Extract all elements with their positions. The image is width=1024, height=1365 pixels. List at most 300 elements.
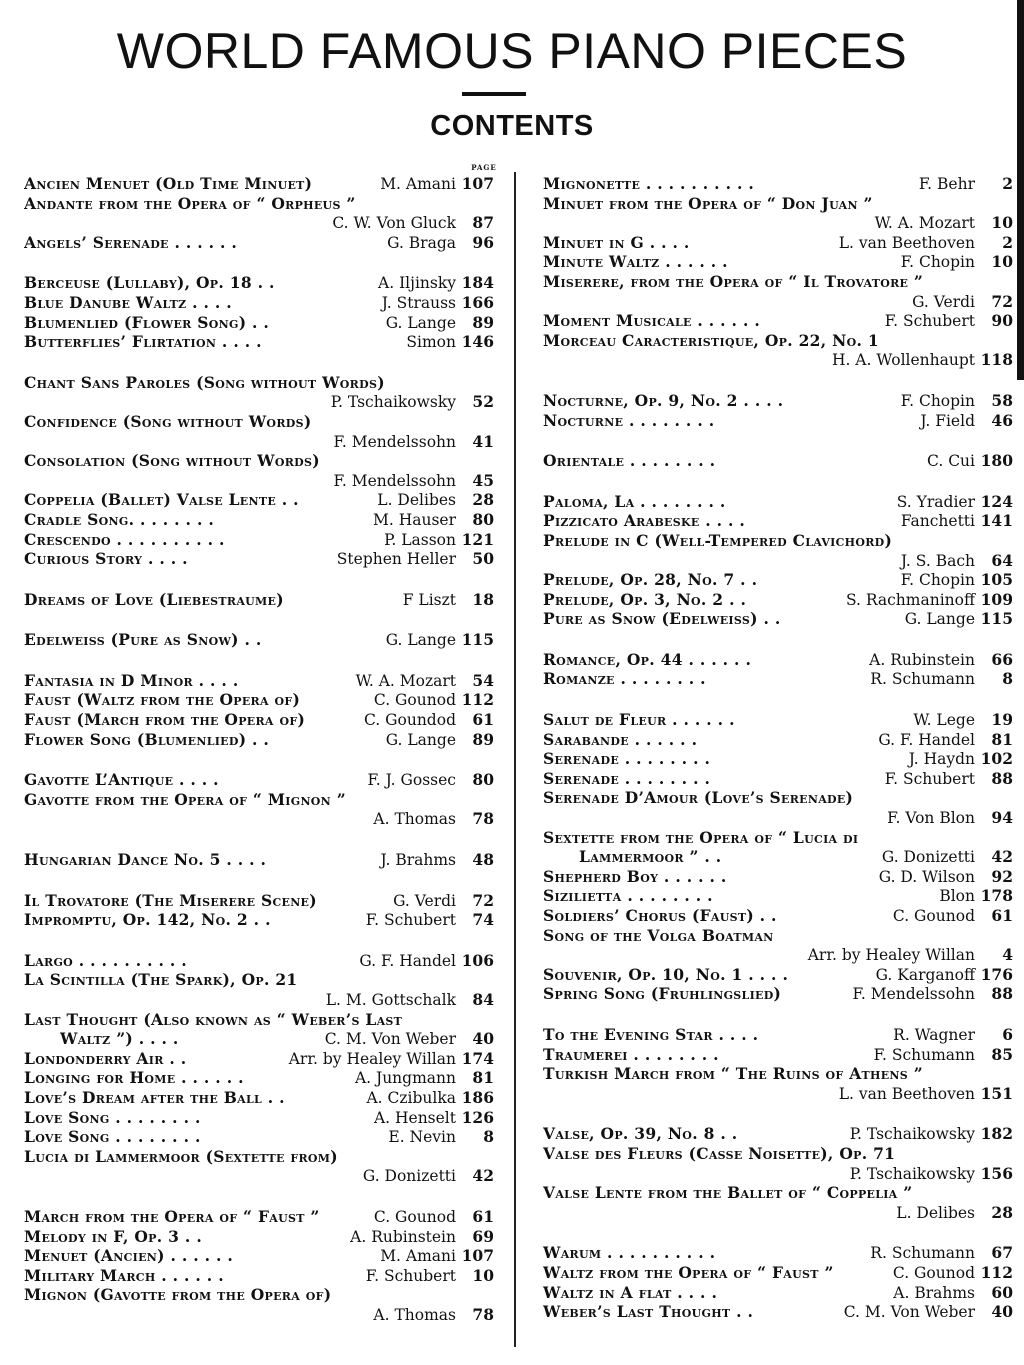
entry-composer: L. Delibes — [377, 491, 456, 510]
contents-entry — [543, 252, 1013, 272]
entry-title: Londonderry Air . . — [24, 1048, 187, 1068]
entry-page: 8 — [483, 1127, 494, 1147]
entry-composer: Blon — [939, 887, 975, 906]
contents-entry — [543, 1283, 1013, 1303]
entry-composer: W. A. Mozart — [355, 671, 456, 690]
page-title: WORLD FAMOUS PIANO PIECES — [116, 23, 908, 79]
entry-title: Longing for Home . . . . . . — [24, 1068, 244, 1088]
contents-entry — [543, 886, 1013, 906]
contents-column-right — [543, 174, 1013, 1322]
entry-composer: C. M. Von Weber — [324, 1030, 456, 1049]
entry-page: 174 — [461, 1048, 494, 1068]
contents-entry — [543, 311, 1013, 331]
entry-title: Sextette from the Opera of “ Lucia di — [543, 827, 859, 847]
contents-entry — [24, 970, 494, 1009]
contents-entry — [24, 910, 494, 930]
entry-title: Prelude in C (Well-Tempered Clavichord) — [543, 530, 893, 550]
entry-composer: Arr. by Healey Willan — [807, 946, 975, 965]
entry-title: Spring Song (Fruhlingslied) — [543, 984, 782, 1004]
entry-title: Military March . . . . . . — [24, 1265, 224, 1285]
contents-entry — [24, 293, 494, 313]
contents-entry — [543, 926, 1013, 965]
entry-page: 156 — [980, 1163, 1013, 1183]
contents-heading: CONTENTS — [430, 110, 594, 142]
contents-entry — [543, 531, 1013, 570]
entry-title: Chant Sans Paroles (Song without Words) — [24, 372, 385, 392]
entry-title-continued: Lammermoor ” . . — [579, 847, 722, 867]
entry-title: Faust (March from the Opera of) — [24, 710, 306, 730]
contents-entry — [543, 1124, 1013, 1144]
entry-title: Faust (Waltz from the Opera of) — [24, 690, 301, 710]
contents-entry — [543, 867, 1013, 887]
contents-entry — [24, 671, 494, 691]
entry-composer: Stephen Heller — [336, 550, 456, 569]
entry-page: 58 — [991, 390, 1013, 410]
entry-composer: Simon — [406, 333, 456, 352]
contents-entry — [24, 1246, 494, 1266]
entry-composer: A. Iljinsky — [378, 274, 456, 293]
entry-title: Butterflies’ Flirtation . . . . — [24, 332, 262, 352]
entry-title: Pizzicato Arabeske . . . . — [543, 511, 746, 531]
entry-composer: G. Verdi — [393, 891, 456, 910]
entry-page: 8 — [1002, 669, 1013, 689]
contents-entry — [24, 630, 494, 650]
entry-page: 107 — [461, 1246, 494, 1266]
section-gap — [24, 609, 494, 630]
entry-composer: W. A. Mozart — [874, 214, 975, 233]
entry-title: Prelude, Op. 3, No. 2 . . — [543, 589, 747, 609]
entry-composer: M. Amani — [380, 1247, 456, 1266]
entry-page: 2 — [1002, 232, 1013, 252]
entry-page: 10 — [991, 252, 1013, 272]
entry-title: Flower Song (Blumenlied) . . — [24, 729, 270, 749]
entry-page: 84 — [472, 990, 494, 1009]
entry-page: 151 — [980, 1083, 1013, 1103]
contents-entry — [543, 609, 1013, 629]
contents-entry — [24, 373, 494, 412]
entry-composer: G. Lange — [904, 610, 975, 629]
entry-page: 41 — [472, 431, 494, 451]
entry-page: 121 — [461, 529, 494, 549]
contents-entry — [543, 391, 1013, 411]
entry-composer: F. Schubert — [365, 1266, 456, 1285]
entry-composer: G. Lange — [385, 313, 456, 332]
contents-entry — [543, 1263, 1013, 1283]
entry-composer: R. Schumann — [870, 1244, 975, 1263]
entry-page: 88 — [991, 984, 1013, 1004]
contents-entry — [543, 1243, 1013, 1263]
entry-title: Berceuse (Lullaby), Op. 18 . . — [24, 273, 275, 293]
section-gap — [24, 252, 494, 273]
entry-composer: E. Nevin — [388, 1128, 456, 1147]
contents-entry — [24, 273, 494, 293]
entry-composer: C. Cui — [927, 452, 975, 471]
entry-page: 166 — [461, 292, 494, 312]
entry-composer: H. A. Wollenhaupt — [831, 351, 975, 370]
contents-entry — [24, 530, 494, 550]
entry-title: Minuet from the Opera of “ Don Juan ” — [543, 193, 873, 213]
entry-page: 94 — [991, 808, 1013, 828]
contents-entry — [543, 492, 1013, 512]
entry-composer: C. Gounod — [892, 1263, 975, 1282]
entry-page: 112 — [980, 1262, 1013, 1282]
entry-page: 87 — [472, 213, 494, 233]
entry-composer: R. Wagner — [893, 1025, 975, 1044]
entry-composer: F. Schubert — [365, 911, 456, 930]
contents-entry — [543, 570, 1013, 590]
entry-page: 28 — [991, 1202, 1013, 1222]
entry-page: 112 — [461, 690, 494, 710]
entry-composer: G. F. Handel — [878, 730, 975, 749]
entry-composer: P. Tschaikowsky — [330, 393, 456, 412]
entry-title: Serenade D’Amour (Love’s Serenade) — [543, 788, 854, 808]
contents-entry — [24, 490, 494, 510]
entry-title: La Scintilla (The Spark), Op. 21 — [24, 970, 298, 990]
entry-title: Cradle Song. . . . . . . . — [24, 509, 215, 529]
entry-title: Menuet (Ancien) . . . . . . — [24, 1246, 234, 1266]
contents-entry — [543, 1183, 1013, 1222]
entry-page: 78 — [472, 809, 494, 829]
entry-title: Shepherd Boy . . . . . . — [543, 866, 727, 886]
entry-composer: S. Rachmaninoff — [845, 590, 975, 609]
section-gap — [24, 749, 494, 770]
entry-title: Largo . . . . . . . . . . — [24, 950, 187, 970]
entry-composer: F. Mendelssohn — [333, 432, 456, 451]
entry-page: 182 — [980, 1124, 1013, 1144]
entry-title: Prelude, Op. 28, No. 7 . . — [543, 570, 758, 590]
entry-page: 50 — [472, 549, 494, 569]
contents-entry — [543, 451, 1013, 471]
entry-title: Romanze . . . . . . . . — [543, 669, 706, 689]
entry-composer: R. Schumann — [870, 670, 975, 689]
contents-entry — [24, 951, 494, 971]
entry-composer: L. M. Gottschalk — [325, 991, 456, 1009]
contents-entry — [24, 1266, 494, 1286]
entry-page: 69 — [472, 1226, 494, 1246]
entry-page: 61 — [991, 906, 1013, 925]
entry-title: Angels’ Serenade . . . . . . — [24, 232, 238, 252]
contents-column-left — [24, 174, 494, 1325]
entry-title: Nocturne, Op. 9, No. 2 . . . . — [543, 390, 784, 410]
entry-composer: J. Strauss — [381, 293, 456, 312]
entry-composer: G. D. Wilson — [878, 867, 975, 886]
entry-composer: C. Gounod — [892, 907, 975, 925]
section-gap — [24, 829, 494, 850]
entry-page: 67 — [991, 1243, 1013, 1263]
entry-page: 85 — [991, 1044, 1013, 1064]
entry-title: Coppelia (Ballet) Valse Lente . . — [24, 490, 299, 510]
entry-title: Blue Danube Waltz . . . . — [24, 292, 232, 312]
page-column-label: PAGE — [471, 163, 497, 172]
contents-entry — [543, 965, 1013, 985]
entry-title: Warum . . . . . . . . . . — [543, 1243, 716, 1263]
contents-entry — [543, 272, 1013, 311]
contents-entry — [24, 1108, 494, 1128]
contents-entry — [543, 906, 1013, 926]
entry-title: Souvenir, Op. 10, No. 1 . . . . — [543, 964, 789, 984]
entry-composer: L. Delibes — [896, 1203, 975, 1222]
entry-page: 141 — [980, 511, 1013, 531]
entry-composer: F. Schubert — [884, 769, 975, 788]
entry-composer: G. Karganoff — [875, 965, 975, 984]
contents-entry — [543, 511, 1013, 531]
entry-page: 61 — [472, 710, 494, 730]
entry-page: 28 — [472, 490, 494, 510]
entry-title: Minute Waltz . . . . . . — [543, 252, 728, 272]
entry-composer: L. van Beethoven — [838, 233, 975, 252]
entry-title: Curious Story . . . . — [24, 549, 188, 569]
entry-page: 10 — [991, 213, 1013, 233]
entry-composer: A. Thomas — [373, 810, 456, 829]
contents-entry — [24, 1068, 494, 1088]
entry-page: 115 — [980, 609, 1013, 629]
section-gap — [543, 689, 1013, 710]
entry-page: 96 — [472, 232, 494, 252]
entry-page: 118 — [980, 350, 1013, 370]
entry-title: Gavotte L’Antique . . . . — [24, 770, 219, 790]
entry-page: 52 — [472, 392, 494, 412]
contents-entry — [24, 730, 494, 750]
entry-composer: F. Chopin — [900, 253, 975, 272]
entry-title: Morceau Caracteristique, Op. 22, No. 1 — [543, 330, 879, 350]
contents-entry — [24, 590, 494, 610]
entry-page: 66 — [991, 649, 1013, 669]
entry-page: 10 — [472, 1265, 494, 1285]
contents-entry — [24, 549, 494, 569]
section-gap — [24, 650, 494, 671]
contents-entry — [24, 1207, 494, 1227]
entry-composer: W. Lege — [913, 711, 975, 730]
contents-entry — [24, 710, 494, 730]
entry-title: Minuet in G . . . . — [543, 232, 690, 252]
entry-page: 54 — [472, 670, 494, 690]
entry-title: Nocturne . . . . . . . . — [543, 410, 715, 430]
entry-composer: A. Rubinstein — [350, 1227, 456, 1246]
contents-entry — [543, 411, 1013, 431]
contents-entry — [543, 233, 1013, 253]
entry-composer: S. Yradier — [896, 492, 975, 511]
entry-title: Valse Lente from the Ballet of “ Coppelia ” — [543, 1183, 913, 1203]
entry-composer: G. Donizetti — [362, 1167, 456, 1186]
entry-composer: C. Gounod — [373, 691, 456, 710]
entry-page: 45 — [472, 470, 494, 490]
entry-page: 89 — [472, 312, 494, 332]
entry-composer: F. Von Blon — [887, 809, 975, 828]
entry-title: Lucia di Lammermoor (Sextette from) — [24, 1146, 338, 1166]
entry-composer: J. Field — [920, 411, 975, 430]
contents-entry — [543, 788, 1013, 827]
entry-page: 46 — [991, 410, 1013, 430]
entry-composer: F. Mendelssohn — [333, 471, 456, 490]
entry-composer: G. Lange — [385, 730, 456, 749]
entry-page: 74 — [472, 910, 494, 930]
entry-title: Hungarian Dance No. 5 . . . . — [24, 850, 267, 870]
entry-composer: A. Thomas — [373, 1305, 456, 1324]
entry-composer: A. Jungmann — [354, 1069, 456, 1088]
contents-entry — [24, 412, 494, 451]
contents-entry — [24, 1227, 494, 1247]
contents-entry — [543, 769, 1013, 789]
section-gap — [543, 430, 1013, 451]
entry-composer: A. Henselt — [373, 1108, 456, 1127]
entry-title: Serenade . . . . . . . . — [543, 768, 711, 788]
contents-entry — [543, 1302, 1013, 1322]
entry-page: 81 — [991, 729, 1013, 749]
column-divider — [514, 172, 516, 1347]
entry-composer: F. Behr — [918, 175, 975, 193]
entry-page: 178 — [980, 886, 1013, 906]
entry-composer: A. Czibulka — [366, 1088, 456, 1107]
contents-entry — [24, 1147, 494, 1186]
contents-entry — [24, 510, 494, 530]
entry-title: Miserere, from the Opera of “ Il Trovatore ” — [543, 271, 924, 291]
entry-title: Dreams of Love (Liebestraume) — [24, 589, 284, 609]
entry-composer: P. Lasson — [384, 530, 456, 549]
entry-composer: J. Brahms — [380, 851, 456, 870]
entry-composer: J. S. Bach — [900, 551, 975, 570]
contents-entry — [24, 1049, 494, 1069]
entry-title: Paloma, La . . . . . . . . — [543, 491, 726, 511]
entry-page: 88 — [991, 768, 1013, 788]
entry-page: 126 — [461, 1107, 494, 1127]
contents-entry — [24, 174, 494, 194]
entry-title: Edelweiss (Pure as Snow) . . — [24, 630, 262, 650]
entry-composer: G. Lange — [385, 631, 456, 650]
contents-entry — [543, 710, 1013, 730]
entry-composer: C. Goundod — [363, 711, 456, 730]
entry-title: Soldiers’ Chorus (Faust) . . — [543, 906, 777, 925]
contents-entry — [24, 313, 494, 333]
contents-entry — [543, 1144, 1013, 1183]
entry-page: 72 — [991, 291, 1013, 311]
contents-entry — [24, 451, 494, 490]
section-gap — [543, 471, 1013, 492]
entry-page: 176 — [980, 964, 1013, 984]
entry-title: Turkish March from “ The Ruins of Athens ” — [543, 1064, 923, 1084]
entry-title: Song of the Volga Boatman — [543, 925, 774, 945]
entry-composer: C. W. Von Gluck — [332, 214, 456, 233]
entry-page: 78 — [472, 1304, 494, 1324]
entry-page: 48 — [472, 850, 494, 870]
entry-page: 109 — [980, 589, 1013, 609]
entry-composer: L. van Beethoven — [838, 1084, 975, 1103]
entry-title: Mignonette . . . . . . . . . . — [543, 174, 755, 193]
entry-title: Andante from the Opera of “ Orpheus ” — [24, 193, 356, 213]
entry-title: Sarabande . . . . . . — [543, 729, 698, 749]
entry-title: Consolation (Song without Words) — [24, 451, 320, 471]
entry-title: Love Song . . . . . . . . — [24, 1107, 201, 1127]
contents-entry — [24, 1088, 494, 1108]
contents-entry — [24, 790, 494, 829]
contents-entry — [543, 590, 1013, 610]
entry-composer: G. Verdi — [912, 292, 975, 311]
entry-title: Ancien Menuet (Old Time Minuet) — [24, 174, 313, 193]
entry-title: Romance, Op. 44 . . . . . . — [543, 649, 752, 669]
section-gap — [543, 1222, 1013, 1243]
entry-title-continued: Waltz ”) . . . . — [60, 1029, 179, 1049]
contents-entry — [543, 1025, 1013, 1045]
contents-entry — [24, 1285, 494, 1324]
entry-composer: M. Hauser — [372, 510, 456, 529]
entry-page: 72 — [472, 890, 494, 910]
entry-composer: Arr. by Healey Willan — [288, 1049, 456, 1068]
entry-composer: A. Brahms — [893, 1283, 975, 1302]
entry-page: 90 — [991, 311, 1013, 331]
entry-title: March from the Opera of “ Faust ” — [24, 1206, 320, 1226]
entry-composer: P. Tschaikowsky — [849, 1164, 975, 1183]
entry-page: 64 — [991, 550, 1013, 570]
contents-entry — [543, 194, 1013, 233]
entry-composer: G. F. Handel — [359, 951, 456, 970]
contents-entry — [543, 331, 1013, 370]
section-gap — [543, 629, 1013, 650]
entry-composer: J. Haydn — [908, 750, 975, 769]
entry-page: 102 — [980, 749, 1013, 769]
contents-entry — [24, 194, 494, 233]
entry-composer: F. Chopin — [900, 391, 975, 410]
contents-entry — [543, 650, 1013, 670]
contents-entry — [543, 669, 1013, 689]
contents-entry — [543, 749, 1013, 769]
contents-entry — [24, 1127, 494, 1147]
entry-page: 81 — [472, 1068, 494, 1088]
entry-page: 42 — [472, 1166, 494, 1186]
entry-page: 18 — [472, 589, 494, 609]
entry-title: Valse, Op. 39, No. 8 . . — [543, 1124, 738, 1144]
section-gap — [543, 370, 1013, 391]
entry-page: 6 — [1002, 1024, 1013, 1044]
entry-page: 180 — [980, 451, 1013, 471]
entry-title: Weber’s Last Thought . . — [543, 1302, 754, 1322]
entry-composer: F Liszt — [402, 590, 456, 609]
entry-page: 89 — [472, 729, 494, 749]
entry-title: Waltz in A flat . . . . — [543, 1282, 718, 1302]
entry-title: Melody in F, Op. 3 . . — [24, 1226, 203, 1246]
entry-composer: C. Gounod — [373, 1207, 456, 1226]
entry-composer: F. Schubert — [884, 312, 975, 331]
entry-title: Crescendo . . . . . . . . . . — [24, 529, 225, 549]
contents-entry — [24, 891, 494, 911]
entry-title: Valse des Fleurs (Casse Noisette), Op. 71 — [543, 1143, 896, 1163]
entry-composer: F. Mendelssohn — [852, 985, 975, 1004]
section-gap — [24, 1186, 494, 1207]
contents-entry — [24, 332, 494, 352]
entry-title: Love Song . . . . . . . . — [24, 1127, 201, 1147]
entry-title: To the Evening Star . . . . — [543, 1024, 759, 1044]
section-gap — [543, 1103, 1013, 1124]
entry-title: Orientale . . . . . . . . — [543, 451, 716, 471]
entry-title: Pure as Snow (Edelweiss) . . — [543, 609, 781, 629]
entry-page: 115 — [461, 630, 494, 650]
entry-composer: P. Tschaikowsky — [849, 1125, 975, 1144]
entry-page: 60 — [991, 1282, 1013, 1302]
contents-entry — [24, 770, 494, 790]
contents-entry — [24, 690, 494, 710]
title-rule — [462, 92, 526, 96]
entry-page: 42 — [991, 847, 1013, 867]
entry-composer: Fanchetti — [900, 512, 975, 531]
entry-title: Siziliettа . . . . . . . . — [543, 886, 713, 906]
entry-composer: F. Chopin — [900, 571, 975, 590]
entry-composer: F. J. Gossec — [367, 771, 456, 790]
entry-page: 40 — [472, 1029, 494, 1049]
entry-title: Il Trovatore (The Miserere Scene) — [24, 890, 317, 910]
entry-page: 107 — [461, 174, 494, 193]
entry-title: Gavotte from the Opera of “ Mignon ” — [24, 789, 346, 809]
page-edge-shadow — [1017, 0, 1024, 380]
entry-page: 146 — [461, 332, 494, 352]
entry-page: 61 — [472, 1206, 494, 1226]
